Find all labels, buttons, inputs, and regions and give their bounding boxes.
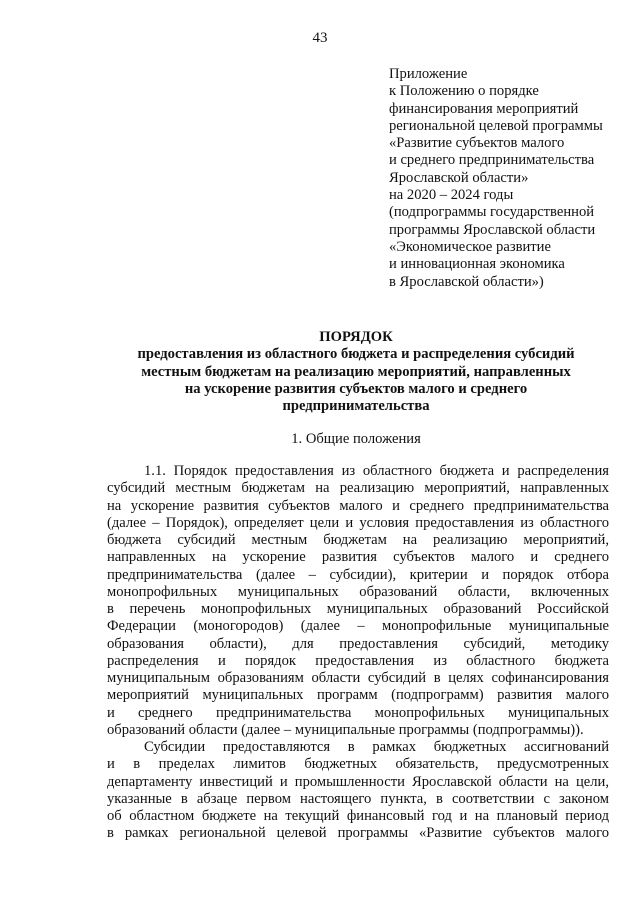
page-number: 43 [312, 30, 328, 46]
text-line: распределения и порядок предоставления из областного бюджета [107, 652, 609, 669]
title-line: на ускорение развития субъектов малого и среднего [184, 380, 528, 397]
text-line: мероприятий муниципальных программ (подпрограмм) развития малого [107, 687, 609, 704]
appendix-line: «Развитие субъектов малого [389, 135, 565, 152]
appendix-line: Приложение [389, 66, 468, 82]
paragraph [107, 739, 609, 843]
title-line: предоставления из областного бюджета и распределения субсидий [137, 346, 575, 363]
text-line: об областном бюджете на текущий финансовый год и на плановый период [107, 808, 609, 824]
text-line: в рамках региональной целевой программы «Развитие субъектов малого [107, 825, 609, 842]
appendix-line: и инновационная экономика [389, 256, 565, 273]
section-heading: 1. Общие положения [291, 431, 421, 447]
text-line: Субсидии предоставляются в рамках бюджетных ассигнований [144, 739, 609, 755]
title-line: ПОРЯДОК [319, 329, 393, 345]
text-line: на ускорение развития субъектов малого и среднего предпринимательства [107, 497, 609, 514]
appendix-line: программы Ярославской области [389, 221, 596, 238]
appendix-line: и среднего предпринимательства [389, 152, 595, 169]
text-line: департаменту инвестиций и промышленности Ярославской области на цели, [107, 773, 609, 790]
text-line: и в пределах лимитов бюджетных обязательств, предусмотренных [107, 756, 609, 773]
appendix-line: Ярославской области» [389, 169, 529, 186]
text-line: предпринимательства (далее – субсидии), критерии и порядок отбора [107, 566, 609, 583]
appendix-note [389, 66, 629, 291]
text-line: направленных на ускорение развития субъектов малого и среднего [107, 549, 609, 566]
paragraph [107, 463, 609, 739]
appendix-line: к Положению о порядке [389, 83, 539, 100]
body-text [107, 463, 609, 843]
document-title [100, 329, 612, 415]
appendix-line: (подпрограммы государственной [389, 204, 595, 221]
appendix-line: финансирования мероприятий [389, 100, 579, 117]
appendix-line: «Экономическое развитие [389, 238, 551, 255]
appendix-line: региональной целевой программы [389, 117, 603, 134]
text-line: бюджета субсидий местным бюджетам на реализацию мероприятий, [107, 532, 609, 548]
appendix-line: на 2020 – 2024 годы [389, 187, 514, 204]
title-line: предпринимательства [282, 398, 430, 415]
text-line: Федерации (моногородов) (далее – монопрофильные муниципальные [107, 618, 609, 635]
text-line: 1.1. Порядок предоставления из областного бюджета и распределения [144, 463, 609, 479]
title-line: местным бюджетам на реализацию мероприятий, направленных [141, 363, 571, 380]
text-line: и среднего предпринимательства монопрофильных муниципальных [107, 704, 609, 721]
text-line: в перечень монопрофильных муниципальных образований Российской [107, 601, 609, 617]
text-line: монопрофильных муниципальных образований области, включенных [107, 583, 609, 600]
text-line: образования области), для предоставления субсидий, методику [107, 635, 609, 652]
text-line: (далее – Порядок), определяет цели и условия предоставления из областного [107, 514, 609, 531]
text-line: субсидий местным бюджетам на реализацию мероприятий, направленных [107, 480, 609, 497]
appendix-line: в Ярославской области») [389, 273, 544, 290]
text-line: образований области (далее – муниципальные программы (подпрограммы)). [107, 721, 584, 738]
text-line: муниципальным образованиям области субсидий в целях софинансирования [107, 670, 609, 686]
text-line: указанные в абзаце первом настоящего пункта, в соответствии с законом [107, 790, 609, 807]
